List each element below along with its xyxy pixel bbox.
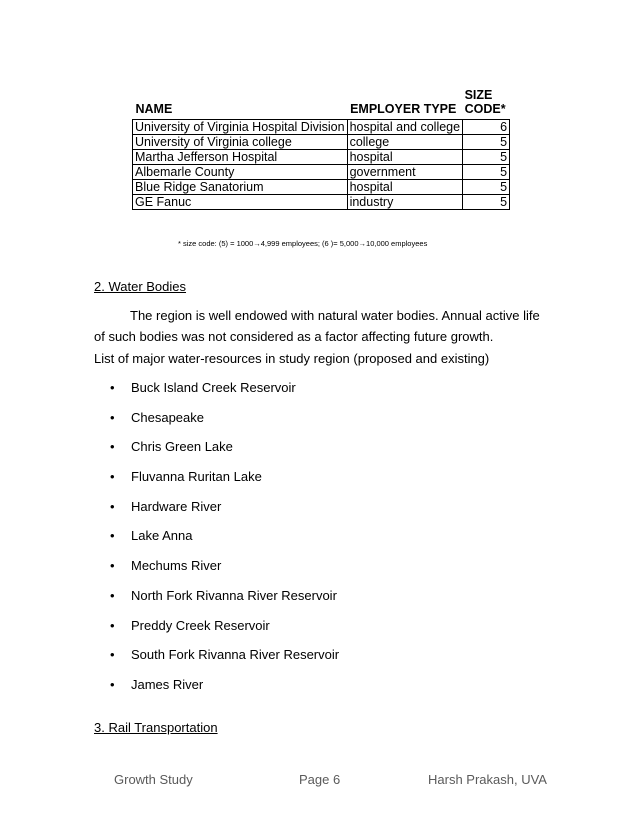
cell-type: industry	[347, 195, 463, 210]
list-item-text: Fluvanna Ruritan Lake	[131, 469, 262, 485]
bullet-icon: •	[110, 587, 115, 603]
list-item-text: Mechums River	[131, 558, 222, 574]
cell-type: government	[347, 165, 463, 180]
list-item-text: Preddy Creek Reservoir	[131, 617, 270, 633]
bullet-icon: •	[110, 380, 115, 395]
cell-size: 5	[463, 180, 510, 195]
cell-size: 5	[463, 150, 510, 165]
table-row	[133, 195, 510, 210]
water-resources-list-intro: List of major water-resources in study region (proposed and existing)	[94, 351, 490, 366]
footer-page-number: Page 6	[299, 772, 341, 787]
water-bodies-paragraph-text: The region is well endowed with natural water bodies. Annual active life of such bodies was not considered as a factor affecting future growth.	[94, 308, 540, 344]
cell-type: hospital and college	[347, 120, 463, 135]
list-item-text: Lake Anna	[131, 528, 193, 544]
table-header-row	[133, 88, 510, 120]
list-item	[110, 378, 339, 408]
bullet-icon: •	[110, 528, 115, 544]
list-item	[110, 497, 339, 527]
bullet-icon: •	[110, 558, 115, 574]
water-bodies-paragraph	[94, 305, 554, 347]
list-item	[110, 586, 339, 616]
employer-table	[132, 88, 510, 210]
column-header-size-code	[463, 88, 510, 120]
bullet-icon: •	[110, 647, 115, 663]
table-footnote: * size code: (5) = 1000→4,999 employees; (6 )= 5,000→10,000 employees	[178, 239, 428, 248]
list-item	[110, 437, 339, 467]
section-heading-water-bodies: 2. Water Bodies	[94, 279, 187, 294]
list-item-text: Chesapeake	[131, 409, 204, 425]
list-item-text: James River	[131, 676, 204, 692]
list-item	[110, 408, 339, 438]
list-item-text: Hardware River	[131, 498, 222, 514]
list-item	[110, 616, 339, 646]
bullet-icon: •	[110, 409, 115, 425]
table-row	[133, 135, 510, 150]
bullet-icon: •	[110, 439, 115, 455]
footer-left: Growth Study	[114, 772, 193, 787]
column-header-name: NAME	[135, 102, 173, 116]
list-item-text: Buck Island Creek Reservoir	[131, 380, 296, 395]
bullet-icon: •	[110, 617, 115, 633]
cell-type: college	[347, 135, 463, 150]
cell-size: 5	[463, 135, 510, 150]
table-row	[133, 150, 510, 165]
list-item-text: North Fork Rivanna River Reservoir	[131, 587, 337, 603]
cell-type: hospital	[347, 150, 463, 165]
bullet-icon: •	[110, 469, 115, 485]
cell-name: Blue Ridge Sanatorium	[133, 180, 348, 195]
list-item-text: Chris Green Lake	[131, 439, 233, 455]
footer-right: Harsh Prakash, UVA	[428, 772, 547, 787]
cell-name: University of Virginia Hospital Division	[133, 120, 348, 135]
size-header-line1: SIZE	[464, 88, 493, 102]
list-item-text: South Fork Rivanna River Reservoir	[131, 647, 340, 663]
list-item	[110, 645, 339, 675]
water-resources-list	[110, 378, 339, 705]
column-header-employer-type: EMPLOYER TYPE	[350, 102, 457, 116]
table-row	[133, 165, 510, 180]
table-row	[133, 180, 510, 195]
cell-type: hospital	[347, 180, 463, 195]
cell-name: University of Virginia college	[133, 135, 348, 150]
list-item	[110, 556, 339, 586]
cell-size: 6	[463, 120, 510, 135]
cell-size: 5	[463, 165, 510, 180]
list-item	[110, 526, 339, 556]
cell-name: Martha Jefferson Hospital	[133, 150, 348, 165]
size-header-line2: CODE*	[464, 102, 506, 116]
bullet-icon: •	[110, 676, 115, 692]
list-item	[110, 467, 339, 497]
cell-name: GE Fanuc	[133, 195, 348, 210]
bullet-icon: •	[110, 498, 115, 514]
cell-size: 5	[463, 195, 510, 210]
cell-name: Albemarle County	[133, 165, 348, 180]
list-item	[110, 675, 339, 705]
section-heading-rail-transportation: 3. Rail Transportation	[94, 720, 218, 735]
table-row	[133, 120, 510, 135]
